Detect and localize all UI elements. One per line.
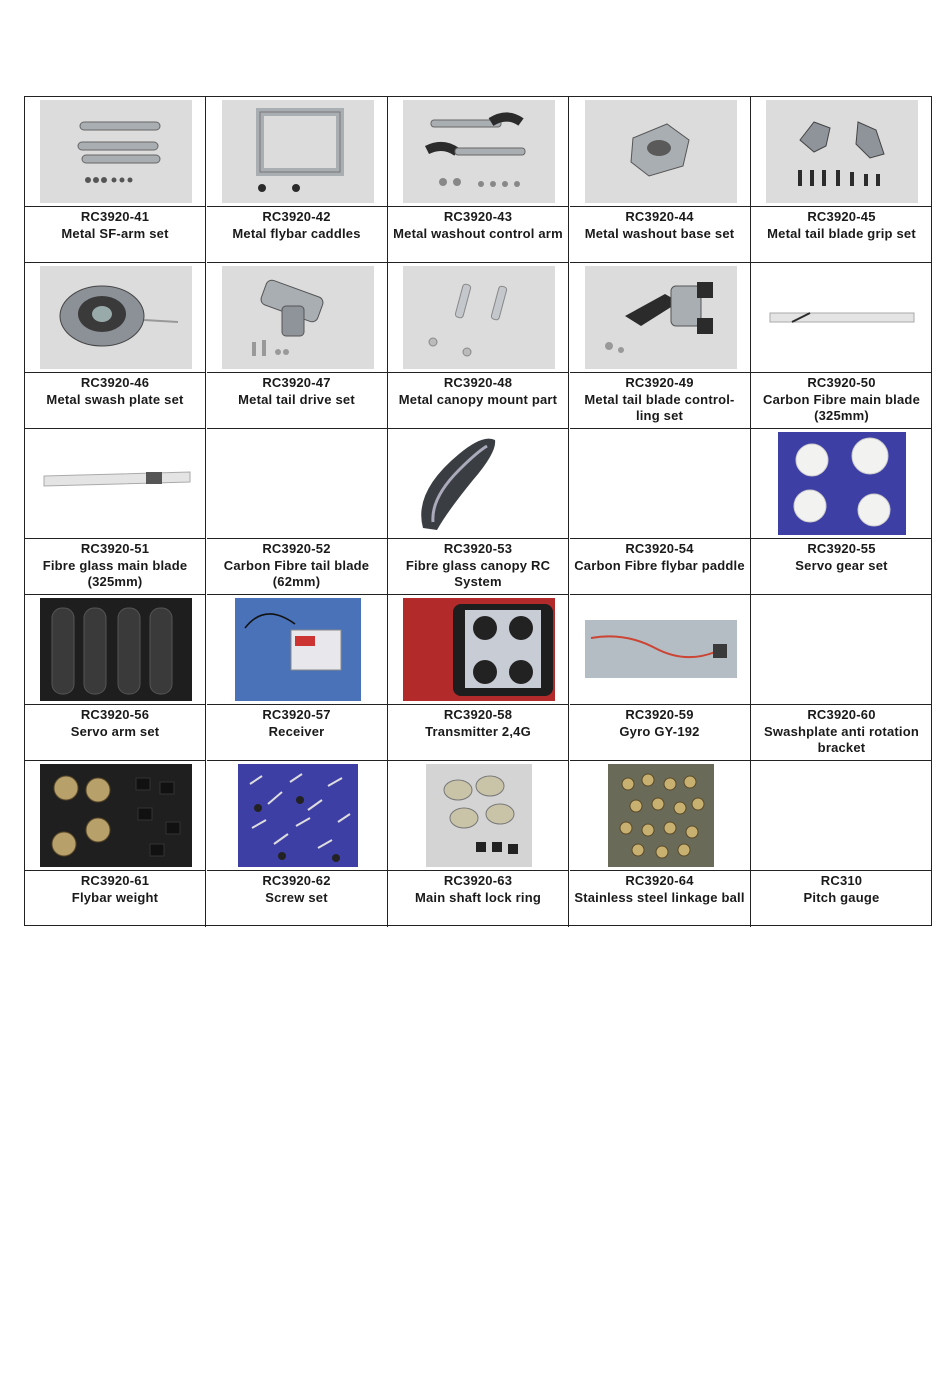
part-name: Transmitter 2,4G	[425, 723, 531, 739]
part-photo	[25, 429, 206, 539]
receiver-icon	[235, 598, 361, 701]
part-name: Carbon Fibre tail blade (62mm)	[223, 557, 370, 589]
part-photo	[570, 263, 751, 373]
servo-gears-icon	[778, 432, 906, 535]
part-caption	[574, 707, 746, 740]
part-cell	[751, 263, 932, 429]
part-code: RC3920-60	[807, 707, 876, 722]
part-photo	[388, 761, 569, 871]
part-cell	[207, 761, 388, 927]
part-cell	[207, 595, 388, 761]
part-caption	[755, 375, 928, 425]
part-photo	[207, 595, 388, 705]
part-caption	[29, 375, 201, 408]
part-code: RC3920-42	[262, 209, 331, 224]
part-photo	[207, 429, 388, 539]
glass-blade-icon	[40, 432, 192, 535]
part-code: RC3920-44	[625, 209, 694, 224]
part-code: RC3920-41	[80, 209, 150, 224]
part-caption	[574, 873, 746, 906]
part-photo	[388, 97, 569, 207]
part-photo	[570, 595, 751, 705]
part-code: RC3920-64	[625, 873, 694, 888]
part-photo	[207, 263, 388, 373]
part-cell	[388, 97, 569, 263]
part-photo	[570, 97, 751, 207]
part-name: Flybar weight	[71, 889, 159, 905]
part-cell	[25, 429, 206, 595]
part-cell	[751, 761, 932, 927]
part-caption	[211, 873, 383, 906]
part-caption	[755, 209, 928, 242]
part-cell	[25, 595, 206, 761]
part-name: Gyro GY-192	[619, 723, 700, 739]
screws-icon	[238, 764, 358, 867]
part-code: RC3920-53	[443, 541, 513, 556]
part-cell	[388, 263, 569, 429]
part-name: Metal flybar caddles	[232, 225, 361, 241]
part-caption	[574, 209, 746, 242]
part-caption	[29, 541, 201, 591]
part-name: Metal canopy mount part	[398, 391, 558, 407]
part-caption	[755, 873, 928, 906]
part-photo	[751, 595, 932, 705]
part-cell	[751, 429, 932, 595]
part-photo	[388, 263, 569, 373]
part-caption	[392, 873, 564, 906]
part-code: RC3920-57	[262, 707, 331, 722]
part-code: RC3920-49	[625, 375, 694, 390]
canopy-icon	[403, 432, 555, 535]
part-caption	[29, 707, 201, 740]
part-name: Metal tail blade control-ling set	[584, 391, 735, 423]
part-photo	[207, 761, 388, 871]
part-cell	[570, 595, 751, 761]
gyro-icon	[585, 598, 737, 701]
part-caption	[574, 541, 746, 574]
parts-row	[25, 595, 931, 761]
part-code: RC3920-50	[807, 375, 876, 390]
part-code: RC3920-47	[262, 375, 331, 390]
servo-arms-icon	[40, 598, 192, 701]
part-code: RC3920-59	[625, 707, 694, 722]
tail-grips-icon	[766, 100, 918, 203]
part-name: Carbon Fibre flybar paddle	[574, 557, 745, 573]
part-code: RC310	[820, 873, 863, 888]
part-name: Servo gear set	[795, 557, 888, 573]
linkage-balls-icon	[608, 764, 714, 867]
part-name: Metal tail blade grip set	[767, 225, 916, 241]
part-name: Carbon Fibre main blade (325mm)	[762, 391, 920, 423]
part-name: Fibre glass canopy RC System	[405, 557, 551, 589]
part-photo	[751, 263, 932, 373]
part-caption	[392, 375, 564, 408]
tail-control-icon	[585, 266, 737, 369]
lock-rings-icon	[426, 764, 532, 867]
part-cell	[25, 263, 206, 429]
parts-table	[24, 96, 932, 926]
part-code: RC3920-54	[625, 541, 694, 556]
part-photo	[388, 429, 569, 539]
part-name: Metal tail drive set	[238, 391, 355, 407]
part-name: Screw set	[265, 889, 328, 905]
part-name: Swashplate anti rotation bracket	[763, 723, 920, 755]
part-name: Fibre glass main blade (325mm)	[42, 557, 188, 589]
part-caption	[392, 209, 564, 242]
part-cell	[570, 97, 751, 263]
part-photo	[751, 429, 932, 539]
sf-arm-parts-icon	[40, 100, 192, 203]
part-photo	[751, 761, 932, 871]
part-code: RC3920-48	[443, 375, 513, 390]
tail-drive-icon	[222, 266, 374, 369]
part-code: RC3920-46	[80, 375, 150, 390]
part-code: RC3920-61	[80, 873, 150, 888]
part-cell	[25, 761, 206, 927]
part-name: Metal SF-arm set	[61, 225, 169, 241]
part-caption	[29, 209, 201, 242]
part-photo	[25, 263, 206, 373]
part-code: RC3920-45	[807, 209, 876, 224]
part-code: RC3920-51	[80, 541, 150, 556]
part-caption	[211, 375, 383, 408]
part-code: RC3920-56	[80, 707, 150, 722]
part-name: Stainless steel linkage ball	[574, 889, 745, 905]
part-code: RC3920-62	[262, 873, 331, 888]
part-cell	[207, 429, 388, 595]
part-code: RC3920-43	[443, 209, 513, 224]
part-caption	[755, 707, 928, 757]
part-name: Metal swash plate set	[46, 391, 184, 407]
part-caption	[755, 541, 928, 574]
parts-row	[25, 97, 931, 263]
parts-row	[25, 761, 931, 927]
part-code: RC3920-58	[443, 707, 513, 722]
part-caption	[392, 707, 564, 740]
part-caption	[392, 541, 564, 591]
part-cell	[570, 263, 751, 429]
part-name: Main shaft lock ring	[414, 889, 542, 905]
part-caption	[574, 375, 746, 425]
part-caption	[211, 541, 383, 591]
part-name: Pitch gauge	[803, 889, 880, 905]
part-cell	[388, 429, 569, 595]
part-cell	[207, 263, 388, 429]
flybar-frame-icon	[222, 100, 374, 203]
washout-arms-icon	[403, 100, 555, 203]
part-caption	[29, 873, 201, 906]
part-caption	[211, 707, 383, 740]
parts-row	[25, 429, 931, 595]
part-cell	[388, 761, 569, 927]
part-cell	[751, 97, 932, 263]
part-cell	[207, 97, 388, 263]
flybar-weights-icon	[40, 764, 192, 867]
part-cell	[570, 761, 751, 927]
part-photo	[751, 97, 932, 207]
part-photo	[570, 429, 751, 539]
part-photo	[25, 761, 206, 871]
part-photo	[207, 97, 388, 207]
part-cell	[388, 595, 569, 761]
part-cell	[570, 429, 751, 595]
part-photo	[570, 761, 751, 871]
canopy-mounts-icon	[403, 266, 555, 369]
part-name: Servo arm set	[70, 723, 160, 739]
part-code: RC3920-63	[443, 873, 513, 888]
washout-base-icon	[585, 100, 737, 203]
part-cell	[25, 97, 206, 263]
part-cell	[751, 595, 932, 761]
carbon-blade-icon	[766, 266, 918, 369]
part-caption	[211, 209, 383, 242]
part-photo	[25, 595, 206, 705]
part-name: Metal washout base set	[584, 225, 735, 241]
part-code: RC3920-52	[262, 541, 331, 556]
part-photo	[25, 97, 206, 207]
part-name: Receiver	[268, 723, 325, 739]
part-code: RC3920-55	[807, 541, 876, 556]
swash-plate-icon	[40, 266, 192, 369]
part-photo	[388, 595, 569, 705]
transmitter-icon	[403, 598, 555, 701]
part-name: Metal washout control arm	[393, 225, 563, 241]
parts-row	[25, 263, 931, 429]
